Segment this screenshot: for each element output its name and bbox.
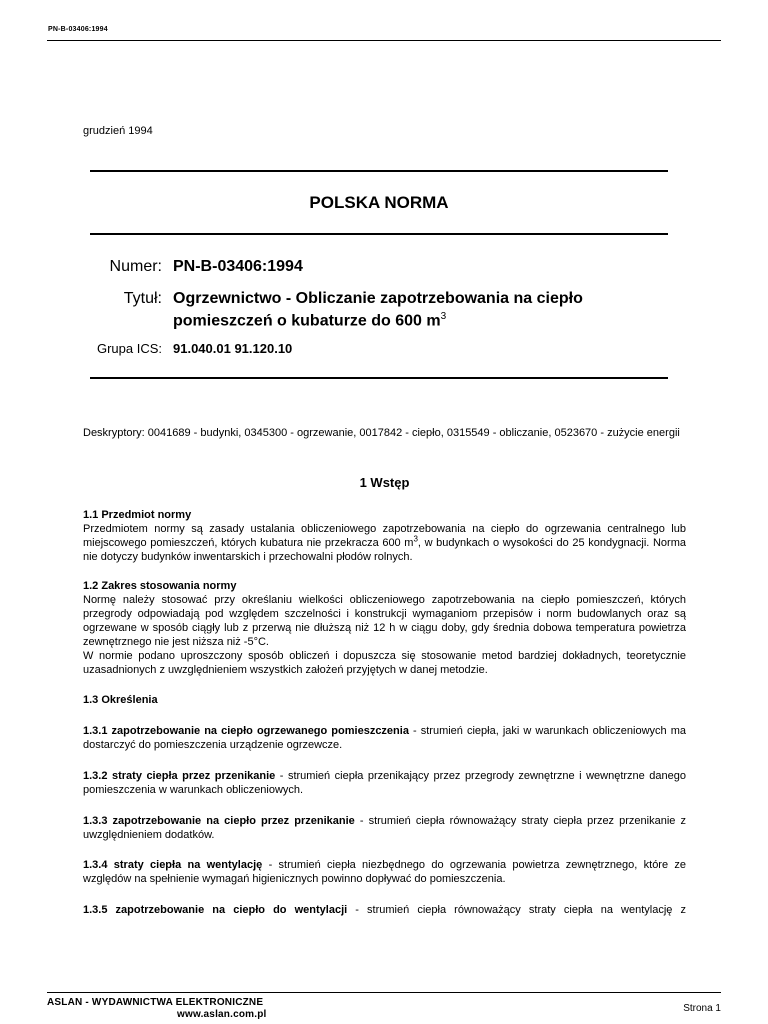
section-1-2-para-2: W normie podano uproszczony sposób obliczeń i dopuszcza się stosowanie metod bardziej dokładnych, teoretycznie uzasadnionych z uwzględnieniem wszystkich założeń przyjętych w danej metodzie. [83, 650, 686, 676]
section-1-2 [83, 579, 686, 677]
tytul-line-2-text: pomieszczeń o kubaturze do 600 m [173, 312, 441, 330]
definition-1-3-2-text: - strumień ciepła przenikający przez przegrody zewnętrzne i wewnętrzne danego pomieszczenia w warunkach obliczeniowych. [83, 770, 686, 796]
publisher-name: ASLAN - WYDAWNICTWA ELEKTRONICZNE [47, 997, 264, 1008]
definition-1-3-3-text: - strumień ciepła równoważący straty ciepła przez przenikanie z uwzględnieniem dodatków. [83, 815, 686, 841]
publication-date: grudzień 1994 [83, 125, 153, 137]
tytul-line-1: Ogrzewnictwo - Obliczanie zapotrzebowania na ciepło [173, 290, 583, 307]
ics-value: 91.040.01 91.120.10 [173, 341, 293, 356]
numer-label: Numer: [109, 258, 162, 275]
section-1-2-heading: 1.2 Zakres stosowania normy [83, 580, 237, 592]
section-1-1-superscript: 3 [413, 534, 418, 544]
meta-rule-bottom [90, 377, 668, 379]
definition-1-3-2-term: 1.3.2 straty ciepła przez przenikanie [83, 770, 276, 782]
running-head: PN-B-03406:1994 [48, 26, 108, 33]
definition-1-3-4-term: 1.3.4 straty ciepła na wentylację [83, 859, 263, 871]
footer-rule [47, 992, 721, 993]
definition-1-3-5-text: - strumień ciepła równoważący straty ciepła na wentylację z [347, 904, 686, 916]
title-rule-top [90, 170, 668, 172]
section-1-1 [83, 508, 686, 564]
publisher-url[interactable]: www.aslan.com.pl [177, 1009, 267, 1020]
section-1-1-text-b: , w budynkach o wysokości do 25 kondygnacji. Norma nie dotyczy budynków inwentarskich i przechowalni płodów rolnych. [83, 537, 686, 563]
section-1-3-heading-text: 1.3 Określenia [83, 694, 158, 706]
ics-label: Grupa ICS: [96, 341, 162, 356]
title-rule-bottom [90, 233, 668, 235]
tytul-superscript: 3 [440, 311, 447, 322]
definition-1-3-5-term: 1.3.5 zapotrzebowanie na ciepło do wentylacji [83, 904, 348, 916]
definition-1-3-3-term: 1.3.3 zapotrzebowanie na ciepło przez przenikanie [83, 815, 355, 827]
descriptors: Deskryptory: 0041689 - budynki, 0345300 - ogrzewanie, 0017842 - ciepło, 0315549 - obliczanie, 0523670 - zużycie energii [83, 427, 680, 439]
definition-1-3-4-text: - strumień ciepła niezbędnego do ogrzewania powietrza zewnętrznego, które ze względów na spełnienie wymagań higienicznych powinno dopływać do pomieszczenia. [83, 859, 687, 885]
page-number: Strona 1 [683, 1003, 721, 1014]
section-1-1-heading: 1.1 Przedmiot normy [83, 509, 192, 521]
section-1-1-text-a: Przedmiotem normy są zasady ustalania obliczeniowego zapotrzebowania na ciepło do ogrzewania centralnego lub miejscowego pomieszczeń, których kubatura nie przekracza 600 m [83, 523, 686, 549]
definition-1-3-1-text: - strumień ciepła, jaki w warunkach obliczeniowych ma dostarczyć do pomieszczenia urządzenie ogrzewcze. [83, 725, 686, 751]
document-type-title: POLSKA NORMA [309, 193, 449, 212]
section-1-2-para-1: Normę należy stosować przy określaniu wielkości obliczeniowego zapotrzebowania na ciepło pomieszczeń, których przegrody odpowiadają pod względem szczelności i konstrukcji wymaganiom przepisów i norm budowlanych oraz są ogrzewane w sposób ciągły lub z przerwą nie dłuższą niż 12 h w ciągu doby, gdy średnia dobowa temperatura powietrza zewnętrznego nie jest niższa niż -5°C. [83, 594, 686, 648]
definition-1-3-3 [83, 814, 686, 842]
tytul-label: Tytuł: [123, 290, 162, 307]
definition-1-3-1 [83, 724, 686, 752]
numer-value: PN-B-03406:1994 [173, 258, 303, 275]
section-1-title: 1 Wstęp [359, 475, 410, 490]
definition-1-3-1-term: 1.3.1 zapotrzebowanie na ciepło ogrzewanego pomieszczenia [83, 725, 409, 737]
section-1-3-heading [83, 693, 686, 707]
header-rule [47, 40, 721, 41]
tytul-line-2 [173, 311, 446, 330]
definition-1-3-2 [83, 769, 686, 797]
footer-publisher-block [47, 997, 267, 1021]
definition-1-3-4 [83, 858, 686, 886]
definition-1-3-5 [83, 903, 686, 917]
